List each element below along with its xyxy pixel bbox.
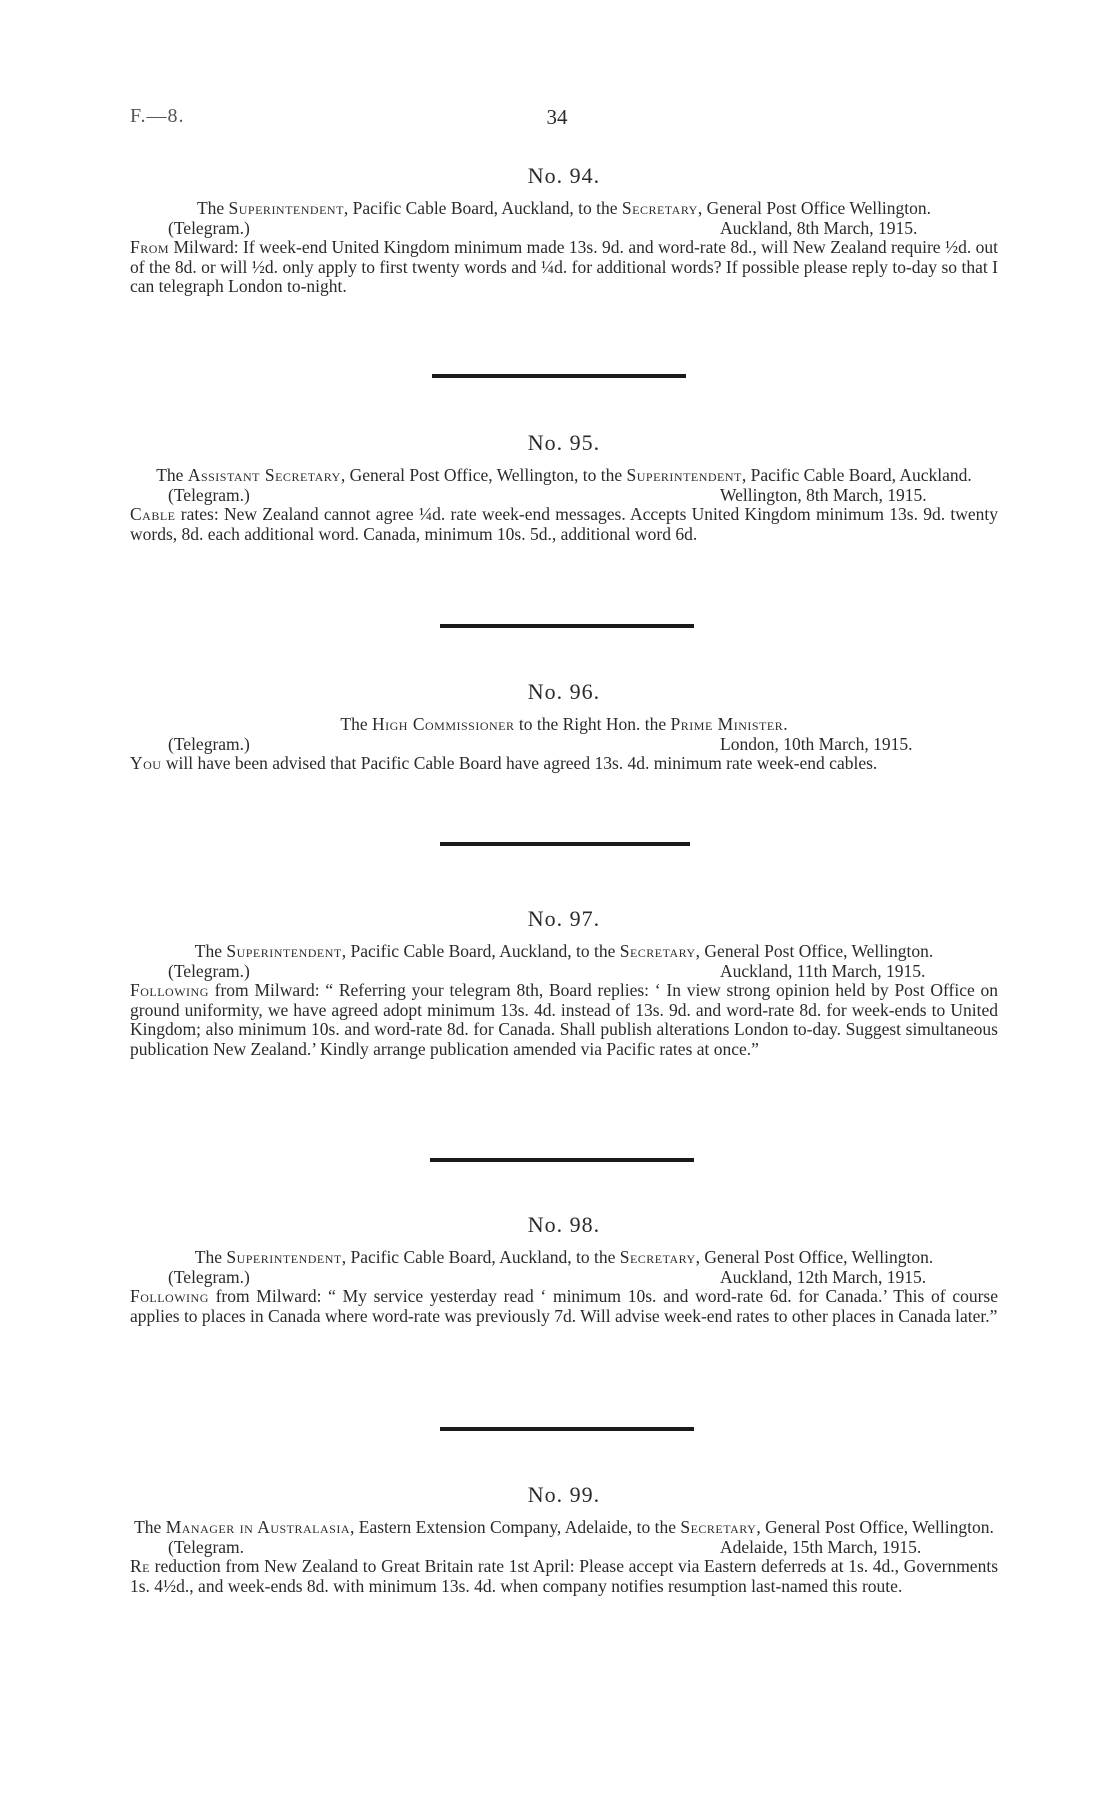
place-date: Wellington, 8th March, 1915. — [720, 485, 927, 505]
telegram-meta — [130, 734, 998, 754]
telegram-section — [130, 679, 998, 774]
telegram-section — [130, 430, 998, 544]
section-divider — [440, 842, 690, 846]
section-number: No. 98. — [527, 1212, 601, 1237]
section-number: No. 97. — [527, 906, 601, 931]
telegram-meta — [130, 485, 998, 505]
telegram-type: (Telegram.) — [168, 1267, 250, 1287]
section-divider — [440, 1427, 694, 1431]
telegram-body: From Milward: If week-end United Kingdom minimum made 13s. 9d. and word-rate 8d., will New Zealand require ½d. out of the 8d. or will ½d. only apply to first twenty words and ¼d. for additional words? If possible please reply to-day so that I can telegraph London to-night. — [130, 237, 998, 296]
telegram-section — [130, 1212, 998, 1326]
section-number: No. 94. — [527, 163, 601, 188]
telegram-section — [130, 163, 998, 297]
telegram-type: (Telegram.) — [168, 485, 250, 505]
telegram-body: Re reduction from New Zealand to Great Britain rate 1st April: Please accept via Eastern deferreds at 1s. 4d., Governments 1s. 4½d., and week-ends 8d. with minimum 13s. 4d. when company notifies resumption last-named this route. — [130, 1556, 998, 1596]
telegram-meta — [130, 1537, 998, 1557]
sender-recipient: The Superintendent, Pacific Cable Board, Auckland, to the Secretary, General Post Office Wellington. — [196, 198, 932, 218]
place-date: London, 10th March, 1915. — [720, 734, 913, 754]
section-divider — [430, 1158, 694, 1162]
sender-recipient: The Superintendent, Pacific Cable Board, Auckland, to the Secretary, General Post Office, Wellington. — [194, 941, 934, 961]
sender-recipient: The High Commissioner to the Right Hon. the Prime Minister. — [340, 714, 788, 734]
telegram-type: (Telegram.) — [168, 734, 250, 754]
place-date: Auckland, 8th March, 1915. — [720, 218, 918, 238]
place-date: Auckland, 12th March, 1915. — [720, 1267, 927, 1287]
page-number: 34 — [546, 105, 568, 129]
page-header — [0, 105, 1114, 135]
sender-recipient: The Assistant Secretary, General Post Office, Wellington, to the Superintendent, Pacific Cable Board, Auckland. — [156, 465, 972, 485]
telegram-meta — [130, 218, 998, 238]
place-date: Auckland, 11th March, 1915. — [720, 961, 926, 981]
telegram-body: Cable rates: New Zealand cannot agree ¼d. rate week-end messages. Accepts United Kingdom minimum 13s. 9d. twenty words, 8d. each additional word. Canada, minimum 10s. 5d., additional word 6d. — [130, 504, 998, 544]
place-date: Adelaide, 15th March, 1915. — [720, 1537, 922, 1557]
telegram-body: Following from Milward: “ Referring your telegram 8th, Board replies: ‘ In view strong opinion held by Post Office on ground uniformity, we have agreed adopt minimum 13s. 4d. instead of 13s. 9d. and word-rate 8d. for week-ends to United Kingdom; also minimum 10s. and word-rate 8d. for Canada. Shall publish alterations London to-day. Suggest simultaneous publication New Zealand.’ Kindly arrange publication amended via Pacific rates at once.” — [130, 980, 998, 1059]
telegram-type: (Telegram. — [168, 1537, 245, 1557]
sender-recipient: The Superintendent, Pacific Cable Board, Auckland, to the Secretary, General Post Office, Wellington. — [194, 1247, 934, 1267]
telegram-body: You will have been advised that Pacific Cable Board have agreed 13s. 4d. minimum rate week-end cables. — [130, 753, 878, 773]
telegram-body: Following from Milward: “ My service yesterday read ‘ minimum 10s. and word-rate 6d. for Canada.’ This of course applies to places in Canada where word-rate was previously 7d. Will advise week-end rates to other places in Canada later.” — [130, 1286, 998, 1326]
section-divider — [432, 374, 686, 378]
sender-recipient: The Manager in Australasia, Eastern Extension Company, Adelaide, to the Secretary, General Post Office, Wellington. — [134, 1517, 994, 1537]
document-code: F.—8. — [130, 105, 185, 127]
telegram-type: (Telegram.) — [168, 961, 250, 981]
telegram-meta — [130, 961, 998, 981]
telegram-meta — [130, 1267, 998, 1287]
section-divider — [440, 624, 694, 628]
section-number: No. 99. — [527, 1482, 601, 1507]
telegram-section — [130, 1482, 998, 1596]
telegram-type: (Telegram.) — [168, 218, 250, 238]
section-number: No. 96. — [527, 679, 601, 704]
telegram-section — [130, 906, 998, 1059]
section-number: No. 95. — [527, 430, 601, 455]
